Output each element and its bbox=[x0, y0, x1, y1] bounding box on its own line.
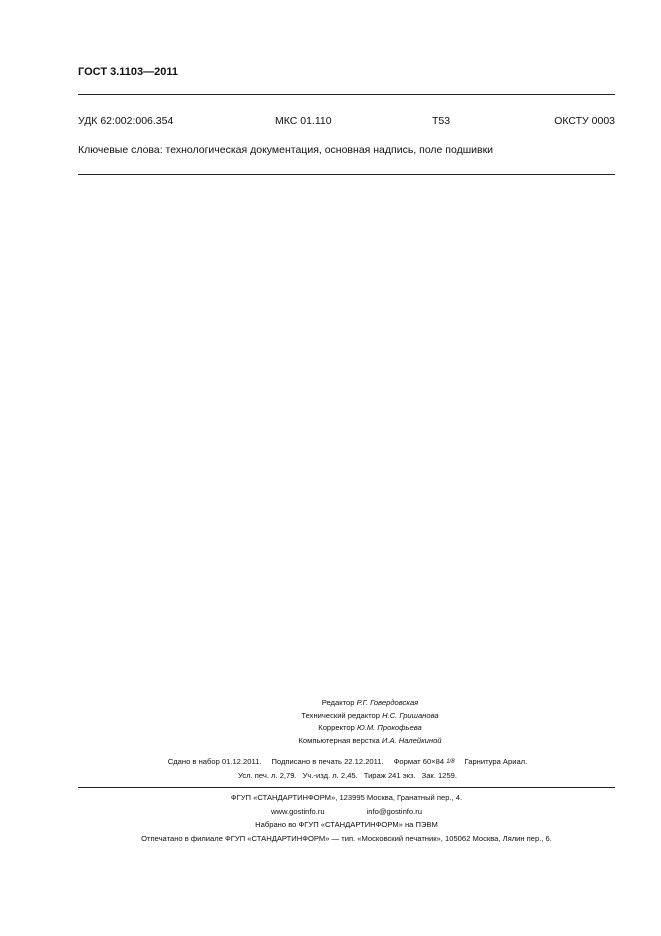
order-number: Зак. 1259. bbox=[421, 771, 457, 780]
tech-editor-label: Технический редактор bbox=[301, 710, 380, 720]
print-sheets: Усл. печ. л. 2,79. bbox=[238, 771, 297, 780]
group-code: Т53 bbox=[432, 115, 451, 127]
print-info-block bbox=[100, 755, 595, 782]
proofreader-line bbox=[190, 722, 550, 735]
document-number: ГОСТ 3.1103—2011 bbox=[78, 66, 178, 78]
signed-to-print: Подписано в печать 22.12.2011. bbox=[271, 757, 384, 766]
publisher-email[interactable]: info@gostinfo.ru bbox=[366, 806, 423, 816]
editor-name: Р.Г. Говердовская bbox=[356, 698, 419, 707]
credits-block bbox=[190, 697, 550, 747]
typeset-note: Набрано во ФГУП «СТАНДАРТИНФОРМ» на ПЭВМ bbox=[255, 820, 438, 829]
divider-top bbox=[78, 94, 615, 95]
circulation: Тираж 241 экз. bbox=[363, 771, 416, 780]
print-info-line-1 bbox=[100, 755, 595, 769]
print-info-line-2 bbox=[100, 769, 595, 782]
layout-name: И.А. Налейкиной bbox=[381, 735, 442, 745]
proofreader-label: Корректор bbox=[318, 723, 355, 733]
editor-label: Редактор bbox=[321, 698, 355, 707]
format-fraction: 1/8 bbox=[446, 759, 455, 765]
layout-label: Компьютерная верстка bbox=[298, 735, 380, 745]
okstu-code: ОКСТУ 0003 bbox=[554, 115, 615, 127]
pub-sheets: Уч.-изд. л. 2,45. bbox=[302, 771, 358, 780]
typeface: Гарнитура Ариал. bbox=[464, 757, 528, 766]
mks-code: МКС 01.110 bbox=[275, 115, 332, 127]
tech-editor-name: Н.С. Гришанова bbox=[382, 710, 439, 720]
publisher-address: ФГУП «СТАНДАРТИНФОРМ», 123995 Москва, Гранатный пер., 4. bbox=[230, 793, 463, 802]
layout-line bbox=[190, 735, 550, 748]
udk-code: УДК 62:002:006.354 bbox=[78, 115, 174, 127]
divider-keywords bbox=[78, 174, 615, 175]
proofreader-name: Ю.М. Прокофьева bbox=[356, 723, 422, 733]
publisher-block bbox=[78, 791, 615, 845]
publisher-website[interactable]: www.gostinfo.ru bbox=[270, 806, 325, 816]
printed-note: Отпечатано в филиале ФГУП «СТАНДАРТИНФОРМ» — тип. «Московский печатник», 105062 Москва, Лялин пер., 6. bbox=[141, 833, 552, 843]
tech-editor-line bbox=[190, 710, 550, 723]
sent-to-set: Сдано в набор 01.12.2011. bbox=[167, 757, 262, 766]
editor-line bbox=[190, 697, 550, 710]
divider-publisher bbox=[78, 787, 615, 788]
publisher-contacts bbox=[78, 805, 615, 819]
paper-format: Формат 60×84 bbox=[393, 757, 445, 766]
keywords-line: Ключевые слова: технологическая документация, основная надпись, поле подшивки bbox=[78, 144, 494, 156]
